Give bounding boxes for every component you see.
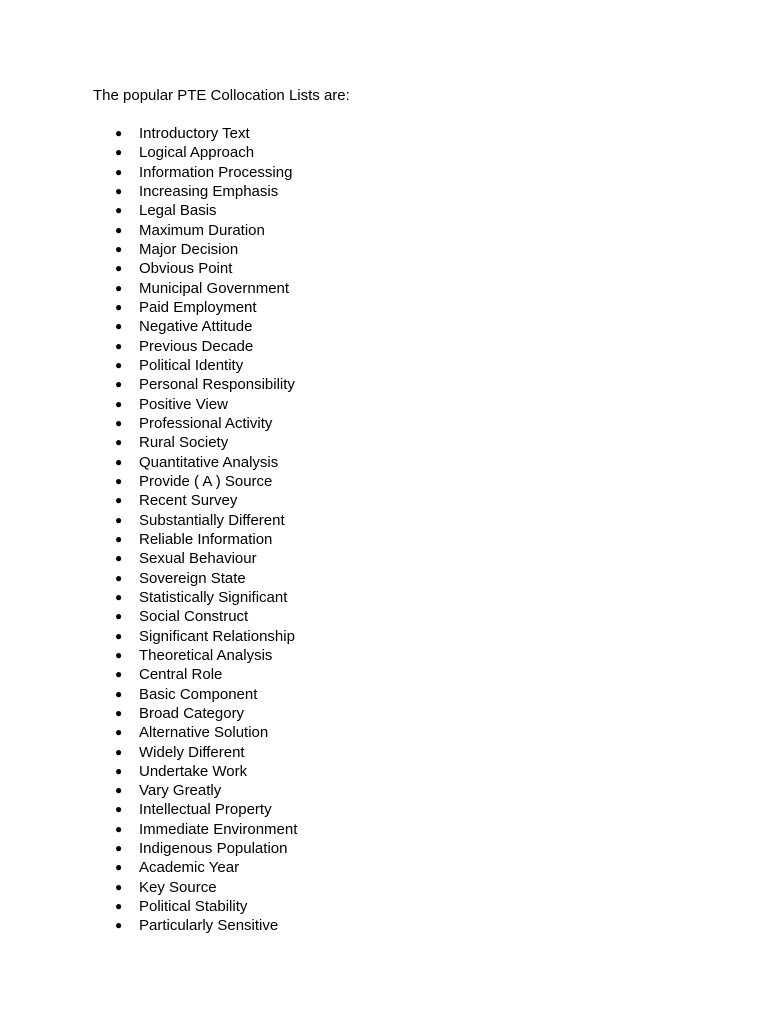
bullet-icon: ● — [115, 899, 123, 914]
bullet-icon: ● — [115, 570, 123, 585]
list-item-label: Vary Greatly — [139, 782, 222, 800]
bullet-icon: ● — [115, 918, 123, 933]
intro-text: The popular PTE Collocation Lists are: — [93, 87, 350, 104]
bullet-icon: ● — [115, 647, 123, 662]
list-item-label: Reliable Information — [139, 530, 273, 548]
list-item-label: Positive View — [139, 395, 228, 413]
list-item-label: Quantitative Analysis — [139, 453, 279, 471]
list-item-label: Increasing Emphasis — [139, 182, 279, 200]
list-item-label: Introductory Text — [139, 125, 250, 142]
list-item-label: Political Identity — [139, 356, 244, 374]
bullet-icon: ● — [115, 783, 123, 798]
list-item-label: Provide ( A ) Source — [139, 472, 273, 490]
bullet-icon: ● — [115, 338, 123, 353]
list-item-label: Maximum Duration — [139, 221, 265, 239]
bullet-icon: ● — [115, 183, 123, 198]
bullet-icon: ● — [115, 377, 123, 392]
list-item-label: Negative Attitude — [139, 318, 253, 336]
bullet-icon: ● — [115, 493, 123, 508]
list-item-label: Rural Society — [139, 434, 229, 452]
list-item-label: Widely Different — [139, 743, 245, 761]
bullet-icon: ● — [115, 280, 123, 295]
list-item-label: Social Construct — [139, 608, 249, 626]
list-item-label: Key Source — [139, 878, 217, 896]
list-item-label: Sexual Behaviour — [139, 550, 257, 568]
list-item-label: Significant Relationship — [139, 627, 295, 645]
list-item-label: Information Processing — [139, 163, 293, 181]
bullet-icon: ● — [115, 667, 123, 682]
list-item-label: Obvious Point — [139, 260, 233, 278]
bullet-icon: ● — [115, 145, 123, 160]
bullet-icon: ● — [115, 531, 123, 546]
list-item-label: Logical Approach — [139, 144, 255, 162]
list-item-label: Municipal Government — [139, 279, 290, 297]
bullet-icon: ● — [115, 589, 123, 604]
list-item-label: Alternative Solution — [139, 724, 269, 742]
list-item-label: Major Decision — [139, 240, 239, 258]
list-item-label: Immediate Environment — [139, 820, 298, 838]
bullet-icon: ● — [115, 241, 123, 256]
list-item-label: Paid Employment — [139, 298, 257, 316]
list-item-label: Central Role — [139, 666, 223, 684]
bullet-icon: ● — [115, 609, 123, 624]
bullet-icon: ● — [115, 454, 123, 469]
list-item-label: Political Stability — [139, 898, 248, 916]
list-item-label: Personal Responsibility — [139, 376, 295, 394]
list-item-label: Recent Survey — [139, 492, 238, 510]
list-item-label: Legal Basis — [139, 202, 217, 220]
list-item-label: Sovereign State — [139, 569, 246, 587]
bullet-icon: ● — [115, 319, 123, 334]
bullet-icon: ● — [115, 551, 123, 566]
list-item-label: Undertake Work — [139, 762, 248, 780]
list-item-label: Professional Activity — [139, 414, 273, 432]
list-item-label: Basic Component — [139, 685, 258, 703]
list-item-label: Theoretical Analysis — [139, 646, 273, 664]
bullet-icon: ● — [115, 725, 123, 740]
bullet-icon: ● — [115, 686, 123, 701]
bullet-icon: ● — [115, 628, 123, 643]
bullet-icon: ● — [115, 860, 123, 875]
bullet-icon: ● — [115, 222, 123, 237]
bullet-icon: ● — [115, 203, 123, 218]
bullet-icon: ● — [115, 261, 123, 276]
bullet-icon: ● — [115, 126, 123, 140]
bullet-icon: ● — [115, 299, 123, 314]
bullet-icon: ● — [115, 164, 123, 179]
bullet-icon: ● — [115, 396, 123, 411]
bullet-icon: ● — [115, 473, 123, 488]
list-item-label: Substantially Different — [139, 511, 285, 529]
list-item-label: Intellectual Property — [139, 801, 272, 819]
list-item-label: Academic Year — [139, 859, 240, 877]
list-item-label: Previous Decade — [139, 337, 254, 355]
bullet-icon: ● — [115, 821, 123, 836]
bullet-icon: ● — [115, 357, 123, 372]
bullet-icon: ● — [115, 763, 123, 778]
bullet-icon: ● — [115, 435, 123, 450]
bullet-icon: ● — [115, 512, 123, 527]
list-item-label: Statistically Significant — [139, 588, 288, 606]
bullet-icon: ● — [115, 744, 123, 759]
list-item-label: Indigenous Population — [139, 840, 288, 858]
bullet-icon: ● — [115, 705, 123, 720]
list-item-label: Broad Category — [139, 704, 245, 722]
bullet-icon: ● — [115, 415, 123, 430]
bullet-icon: ● — [115, 841, 123, 856]
bullet-icon: ● — [115, 879, 123, 894]
list-item-label: Particularly Sensitive — [139, 917, 279, 935]
bullet-icon: ● — [115, 802, 123, 817]
